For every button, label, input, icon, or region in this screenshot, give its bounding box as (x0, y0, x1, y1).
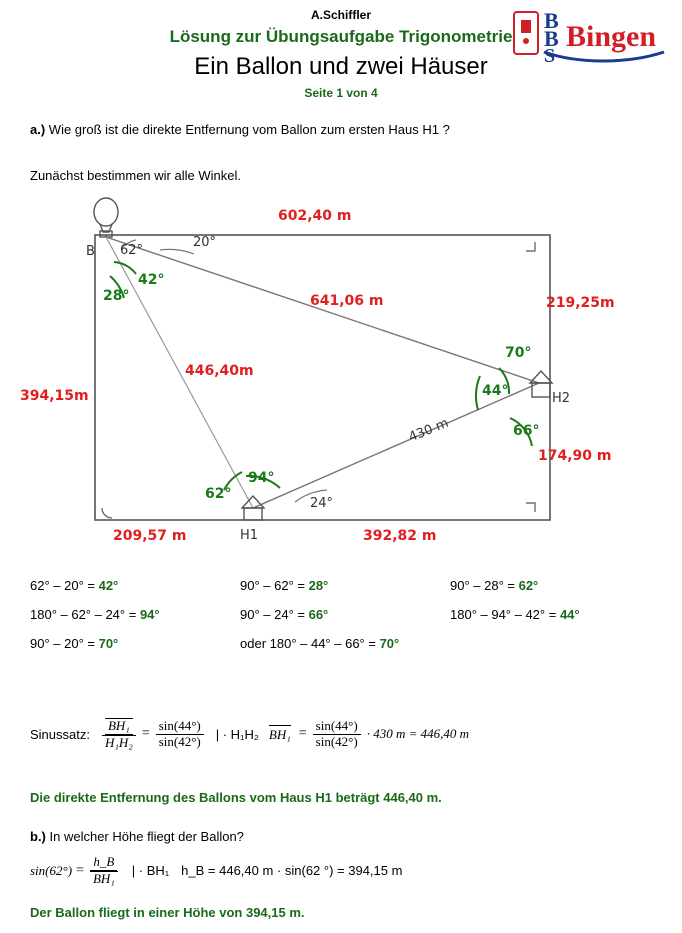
figure-angle-66: 66° (513, 423, 540, 439)
figure-angle-62-bottom: 62° (205, 486, 232, 502)
fraction-denominator: H₁H₂ (102, 735, 136, 751)
calc-cell (30, 607, 240, 622)
fraction-numerator: sin(44°) (156, 719, 204, 735)
calc-result: 44° (559, 607, 580, 622)
calc-cell (30, 636, 240, 651)
geometry-figure (10, 190, 672, 565)
fraction-bh1-h1h2 (102, 718, 136, 751)
figure-angle-24: 24° (310, 496, 334, 511)
figure-angle-20: 20° (193, 235, 217, 250)
calc-expression: 90° – 20° = (30, 636, 99, 651)
sinussatz-formula (30, 718, 660, 751)
svg-text:B: B (544, 8, 559, 33)
fraction-denominator: BH₁ (90, 871, 118, 887)
sinussatz-tail: · 430 m = 446,40 m (366, 726, 469, 742)
figure-label-430: 430 m (406, 415, 451, 446)
page-title: Ein Ballon und zwei Häuser (194, 53, 488, 80)
author-name: A.Schiffler (310, 8, 371, 22)
figure-angle-62-top: 62° (120, 243, 144, 258)
calc-cell (240, 607, 450, 622)
fraction-sin44-sin42 (156, 719, 204, 750)
sinussatz-label: Sinussatz: (30, 726, 90, 742)
calc-expression: 180° – 62° – 24° = (30, 607, 140, 622)
fraction-numerator: sin(44°) (313, 719, 361, 735)
sin62-label: sin(62°) (30, 862, 73, 878)
operator-multiply-h1h2: | · H₁H₂ (215, 726, 259, 742)
calc-result: 70° (379, 636, 400, 651)
calc-cell (450, 607, 660, 622)
calc-expression: 180° – 94° – 42° = (450, 607, 560, 622)
figure-label-641: 641,06 m (310, 293, 384, 309)
school-logo (508, 6, 668, 68)
task-b-marker: b.) (30, 829, 46, 844)
fraction-numerator: BH₁ (105, 718, 133, 735)
calc-cell (30, 578, 240, 593)
figure-angle-42: 42° (138, 272, 165, 288)
calc-result: 62° (518, 578, 539, 593)
calc-expression: 90° – 62° = (240, 578, 309, 593)
svg-text:Bingen: Bingen (566, 20, 657, 53)
calc-expression: 62° – 20° = (30, 578, 99, 593)
calc-result: 28° (308, 578, 329, 593)
calc-row (30, 636, 660, 651)
calc-expression: 90° – 24° = (240, 607, 309, 622)
task-b-line (30, 829, 244, 844)
figure-angle-70: 70° (505, 345, 532, 361)
equals-sign-2: = (298, 726, 307, 742)
calc-result: 70° (98, 636, 119, 651)
task-b-text: In welcher Höhe fliegt der Ballon? (49, 829, 244, 844)
figure-label-602: 602,40 m (278, 208, 352, 224)
result-b-text: Der Ballon fliegt in einer Höhe von 394,15 m. (30, 905, 305, 920)
figure-label-39282: 392,82 m (363, 528, 437, 544)
fraction-denominator: sin(42°) (158, 733, 201, 749)
calc-row (30, 578, 660, 593)
term-bh1: BH₁ (268, 727, 291, 743)
calc-row (30, 607, 660, 622)
calc-expression: 90° – 28° = (450, 578, 519, 593)
fraction-hb-bh1 (90, 855, 118, 887)
calc-cell (240, 636, 500, 651)
figure-angle-28: 28° (103, 288, 130, 304)
figure-label-20957: 209,57 m (113, 528, 187, 544)
task-a-line (30, 122, 450, 137)
calc-cell (240, 578, 450, 593)
figure-label-39415: 394,15m (20, 388, 89, 404)
intro-text: Zunächst bestimmen wir alle Winkel. (30, 168, 241, 183)
fraction-denominator: sin(42°) (315, 733, 358, 749)
fraction-sin44-sin42-2 (313, 719, 361, 750)
figure-point-h1: H1 (240, 528, 259, 543)
figure-point-h2: H2 (552, 391, 571, 406)
sinus-b-formula (30, 855, 402, 887)
calc-result: 42° (98, 578, 119, 593)
figure-angle-44: 44° (482, 383, 509, 399)
operator-multiply-bh1: | · BH₁ (131, 863, 170, 879)
task-a-marker: a.) (30, 122, 46, 137)
document-subtitle: Lösung zur Übungsaufgabe Trigonometrie (169, 27, 513, 46)
task-a-text: Wie groß ist die direkte Entfernung vom Ballon zum ersten Haus H1 ? (48, 122, 450, 137)
figure-label-44640: 446,40m (185, 363, 254, 379)
calc-cell (450, 578, 660, 593)
figure-label-17490: 174,90 m (538, 448, 612, 464)
calc-expression: oder 180° – 44° – 66° = (240, 636, 380, 651)
angle-calculations (30, 578, 660, 665)
result-a-text: Die direkte Entfernung des Ballons vom Haus H1 beträgt 446,40 m. (30, 790, 442, 805)
figure-point-b: B (86, 244, 95, 259)
fraction-numerator: h_B (90, 855, 117, 871)
figure-label-21925: 219,25m (546, 295, 615, 311)
equals-sign: = (141, 726, 150, 742)
page-number-label: Seite 1 von 4 (304, 86, 378, 100)
calc-result: 94° (139, 607, 160, 622)
equals-sign-3: = (76, 862, 84, 878)
figure-angle-94: 94° (248, 470, 275, 486)
svg-text:B: B (544, 26, 559, 51)
sinus-b-tail: h_B = 446,40 m · sin(62 °) = 394,15 m (181, 863, 403, 879)
calc-result: 66° (308, 607, 329, 622)
svg-text:S: S (544, 45, 556, 67)
